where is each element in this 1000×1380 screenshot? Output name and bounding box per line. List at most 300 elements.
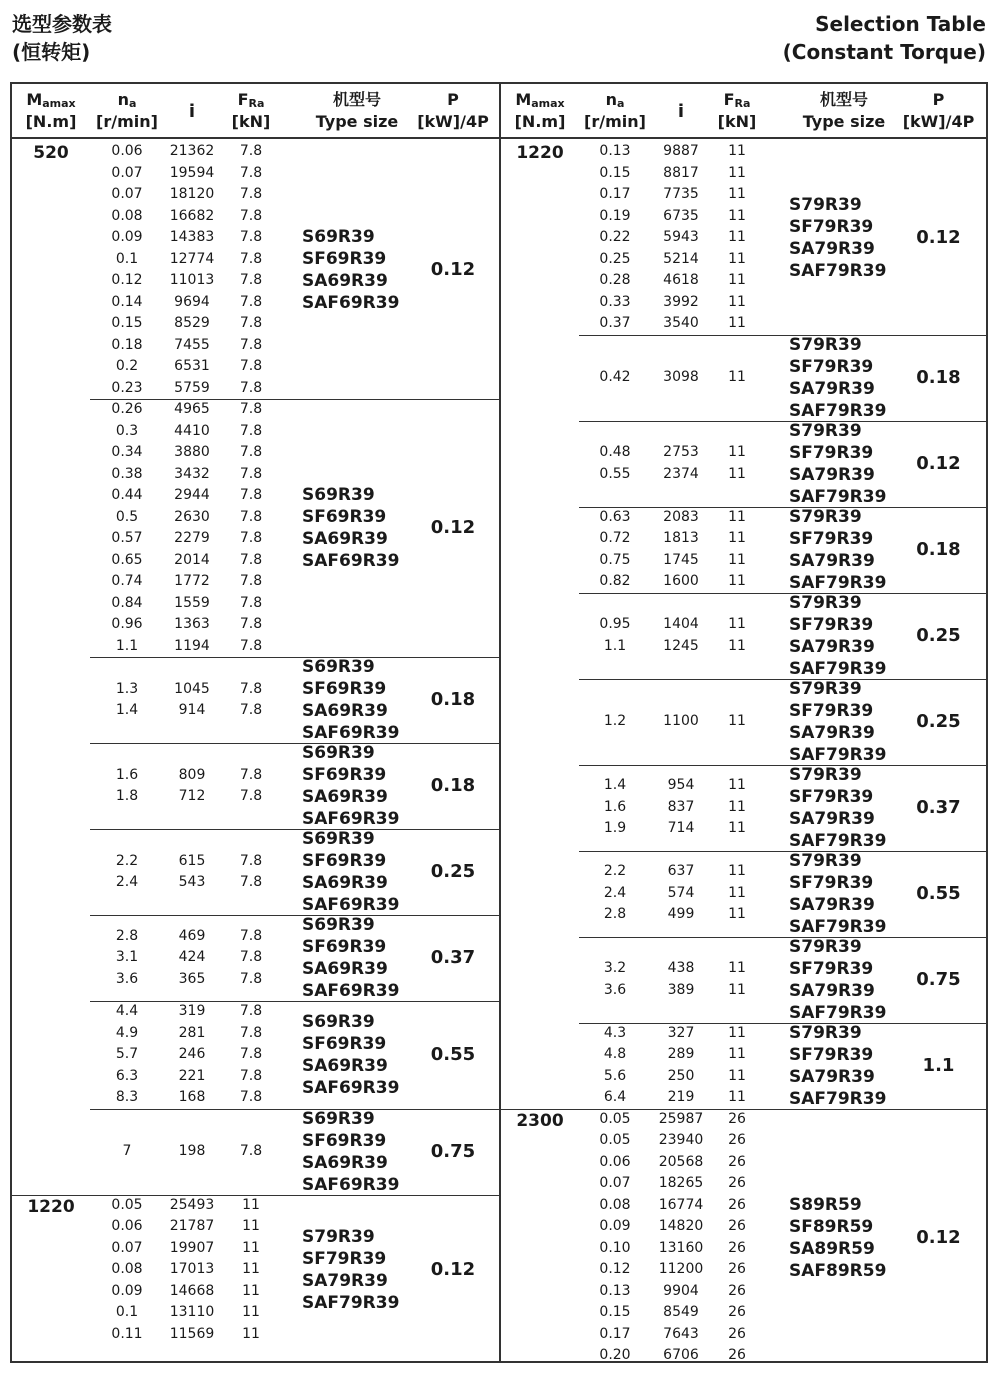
type-size-item: SAF79R39 xyxy=(789,260,887,281)
type-size-item: SF69R39 xyxy=(302,765,387,785)
cell-n: 4.9 xyxy=(115,1024,139,1041)
type-size-list xyxy=(789,592,886,680)
cell-f: 7.8 xyxy=(239,164,263,181)
power-value: 0.25 xyxy=(916,624,961,646)
cell-f: 26 xyxy=(728,1304,746,1320)
cell-f: 11 xyxy=(728,530,746,546)
cell-n: 4.8 xyxy=(603,1046,627,1062)
title-cn-line2: (恒转矩) xyxy=(12,40,91,64)
cell-f: 11 xyxy=(728,1024,746,1041)
cell-n: 0.65 xyxy=(111,551,143,568)
type-size-list xyxy=(302,484,399,572)
cell-f: 11 xyxy=(728,884,746,901)
cell-i: 8817 xyxy=(663,164,699,181)
cell-i: 1745 xyxy=(663,551,699,568)
cell-n: 0.08 xyxy=(111,207,143,224)
cell-i: 365 xyxy=(178,970,206,987)
type-size-item: SA79R39 xyxy=(789,550,875,571)
cell-i: 198 xyxy=(178,1142,206,1159)
cell-f: 7.8 xyxy=(239,250,263,267)
cell-n: 1.6 xyxy=(115,766,139,783)
cell-f: 7.8 xyxy=(239,336,263,353)
header-type xyxy=(302,84,412,139)
torque-value: 2300 xyxy=(516,1110,564,1131)
cell-i: 19594 xyxy=(169,164,215,181)
cell-n: 0.19 xyxy=(599,207,631,224)
type-size-item: S89R59 xyxy=(789,1194,862,1215)
cell-n: 0.17 xyxy=(599,186,631,202)
cell-n: 0.74 xyxy=(111,573,143,589)
cell-i: 424 xyxy=(178,949,206,966)
type-size-item: SF69R39 xyxy=(302,1130,387,1151)
type-size-item: SF79R39 xyxy=(789,528,874,549)
cell-n: 0.06 xyxy=(111,1218,143,1234)
type-size-item: SA79R39 xyxy=(302,1270,388,1291)
cell-n: 1.4 xyxy=(115,702,139,718)
cell-n: 0.20 xyxy=(599,1347,631,1363)
type-size-list xyxy=(789,334,886,422)
cell-i: 1404 xyxy=(663,616,699,632)
type-size-item: S79R39 xyxy=(302,1226,375,1247)
type-size-item: S69R39 xyxy=(302,227,375,247)
cell-n: 0.3 xyxy=(115,422,139,439)
cell-i: 6706 xyxy=(663,1347,699,1363)
cell-f: 7.8 xyxy=(239,272,263,288)
cell-i: 25493 xyxy=(169,1196,215,1213)
cell-n: 0.23 xyxy=(111,379,143,396)
power-value: 0.12 xyxy=(916,452,961,474)
header-p-unit: [kW]/4P xyxy=(902,112,975,131)
header-n-symbol xyxy=(90,89,164,111)
cell-f: 11 xyxy=(728,637,746,654)
cell-n: 0.1 xyxy=(115,1304,139,1320)
cell-f: 7.8 xyxy=(239,465,263,482)
header-m-subscript: amax xyxy=(42,97,76,110)
cell-f: 26 xyxy=(728,1175,746,1191)
cell-f: 11 xyxy=(728,315,746,331)
cell-i: 16682 xyxy=(169,207,215,224)
type-size-item: SAF89R59 xyxy=(789,1260,887,1281)
type-size-item: SA79R39 xyxy=(789,894,875,915)
cell-n: 8.3 xyxy=(115,1089,139,1105)
cell-f: 11 xyxy=(728,551,746,568)
cell-n: 5.6 xyxy=(603,1067,627,1084)
header-f xyxy=(711,84,763,139)
group-separator xyxy=(90,743,499,744)
group-separator xyxy=(579,679,986,680)
cell-i: 637 xyxy=(667,863,695,880)
cell-i: 7643 xyxy=(663,1325,699,1342)
cell-n: 0.15 xyxy=(599,164,631,181)
type-size-item: S79R39 xyxy=(789,592,862,613)
type-size-item: SF69R39 xyxy=(302,1033,387,1054)
type-size-list xyxy=(302,1108,399,1196)
type-size-item: S79R39 xyxy=(789,420,862,441)
cell-n: 0.09 xyxy=(599,1218,631,1234)
cell-f: 26 xyxy=(728,1132,746,1148)
type-size-list xyxy=(789,420,886,508)
cell-i: 2279 xyxy=(174,530,210,546)
cell-f: 7.8 xyxy=(239,1046,263,1062)
power-value: 0.12 xyxy=(430,1258,476,1280)
type-size-item: SA79R39 xyxy=(789,464,875,485)
type-size-item: SAF79R39 xyxy=(789,830,887,851)
cell-i: 7735 xyxy=(663,186,699,202)
type-size-item: SAF79R39 xyxy=(302,1292,400,1313)
cell-n: 0.06 xyxy=(599,1153,631,1170)
header-n-subscript: a xyxy=(616,97,625,110)
cell-f: 11 xyxy=(728,798,746,815)
group-separator xyxy=(90,829,499,830)
cell-f: 7.8 xyxy=(239,949,263,966)
type-size-list xyxy=(789,764,886,852)
power-value: 0.55 xyxy=(430,1043,476,1065)
type-size-item: SAF69R39 xyxy=(302,809,400,829)
header-f-letter: F xyxy=(723,90,735,109)
header-f-symbol xyxy=(222,89,280,111)
header-p-unit: [kW]/4P xyxy=(417,112,489,131)
cell-f: 11 xyxy=(728,272,746,288)
cell-n: 0.75 xyxy=(599,551,631,568)
header-n-subscript: a xyxy=(128,97,137,110)
header-m xyxy=(12,84,90,139)
power-value: 0.18 xyxy=(916,538,961,560)
cell-n: 0.18 xyxy=(111,336,143,353)
type-size-item: S69R39 xyxy=(302,829,375,849)
cell-n: 1.1 xyxy=(603,637,627,654)
cell-i: 389 xyxy=(667,981,695,998)
cell-i: 21362 xyxy=(169,143,215,159)
power-value: 0.12 xyxy=(916,1226,961,1248)
cell-n: 1.1 xyxy=(115,637,139,654)
cell-i: 11569 xyxy=(169,1325,215,1342)
cell-i: 469 xyxy=(178,927,206,944)
cell-i: 1363 xyxy=(174,616,210,632)
type-size-item: SA69R39 xyxy=(302,1152,388,1173)
cell-f: 26 xyxy=(728,1347,746,1363)
cell-n: 0.06 xyxy=(111,143,143,159)
cell-n: 0.07 xyxy=(111,186,143,202)
cell-n: 0.15 xyxy=(111,315,143,331)
cell-n: 0.09 xyxy=(111,229,143,245)
type-size-item: SAF79R39 xyxy=(789,658,887,679)
cell-n: 3.2 xyxy=(603,960,627,976)
type-size-item: SAF79R39 xyxy=(789,572,887,593)
cell-n: 0.72 xyxy=(599,530,631,546)
cell-n: 1.6 xyxy=(603,798,627,815)
cell-f: 7.8 xyxy=(239,530,263,546)
header-i-label: i xyxy=(677,101,685,122)
type-size-item: S79R39 xyxy=(789,194,862,215)
power-value: 1.1 xyxy=(922,1054,955,1076)
cell-f: 11 xyxy=(728,906,746,923)
header-m-letter: M xyxy=(515,90,532,109)
header-type-cn: 机型号 xyxy=(332,90,381,109)
cell-n: 0.42 xyxy=(599,368,631,385)
type-size-item: SA69R39 xyxy=(302,1055,388,1076)
cell-n: 0.44 xyxy=(111,487,143,503)
type-size-item: SF79R39 xyxy=(789,872,874,893)
cell-i: 4410 xyxy=(174,422,210,439)
cell-n: 0.13 xyxy=(599,1282,631,1299)
type-size-item: SF89R59 xyxy=(789,1216,874,1237)
type-size-item: S69R39 xyxy=(302,657,375,677)
type-size-item: SA69R39 xyxy=(302,959,388,979)
cell-n: 0.08 xyxy=(599,1196,631,1213)
header-p-label: P xyxy=(932,90,945,109)
cell-f: 11 xyxy=(728,1089,746,1105)
cell-i: 954 xyxy=(667,777,695,794)
cell-n: 6.4 xyxy=(603,1089,627,1105)
cell-i: 9887 xyxy=(663,143,699,159)
cell-f: 11 xyxy=(728,573,746,589)
cell-i: 6531 xyxy=(174,358,210,374)
table-header xyxy=(501,84,986,139)
cell-i: 14820 xyxy=(658,1218,704,1234)
cell-f: 11 xyxy=(242,1218,260,1234)
type-size-item: SA89R59 xyxy=(789,1238,875,1259)
cell-n: 0.15 xyxy=(599,1304,631,1320)
cell-f: 11 xyxy=(728,293,746,310)
cell-i: 319 xyxy=(178,1003,206,1019)
cell-n: 2.8 xyxy=(115,927,139,944)
type-size-item: SA79R39 xyxy=(789,636,875,657)
cell-f: 7.8 xyxy=(239,637,263,654)
cell-i: 281 xyxy=(178,1024,206,1041)
cell-i: 5214 xyxy=(663,250,699,267)
cell-i: 17013 xyxy=(169,1261,215,1277)
type-size-item: SF79R39 xyxy=(789,356,874,377)
type-size-item: S69R39 xyxy=(302,915,375,935)
header-n xyxy=(90,84,164,139)
type-size-list xyxy=(789,506,886,594)
cell-n: 1.4 xyxy=(603,777,627,794)
cell-i: 7455 xyxy=(174,336,210,353)
cell-f: 7.8 xyxy=(239,487,263,503)
type-size-item: SA79R39 xyxy=(789,722,875,743)
power-value: 0.12 xyxy=(916,226,961,248)
cell-i: 1813 xyxy=(663,530,699,546)
cell-i: 615 xyxy=(178,852,206,869)
cell-f: 7.8 xyxy=(239,143,263,159)
type-size-list xyxy=(789,678,886,766)
cell-n: 5.7 xyxy=(115,1046,139,1062)
header-m-symbol xyxy=(12,89,90,111)
type-size-item: S79R39 xyxy=(789,334,862,355)
cell-n: 4.3 xyxy=(603,1024,627,1041)
type-size-list xyxy=(302,914,399,1002)
cell-i: 2753 xyxy=(663,444,699,460)
cell-f: 7.8 xyxy=(239,358,263,374)
cell-f: 7.8 xyxy=(239,573,263,589)
cell-i: 1600 xyxy=(663,573,699,589)
cell-n: 1.9 xyxy=(603,820,627,837)
group-separator xyxy=(90,915,499,916)
type-size-item: SA79R39 xyxy=(789,808,875,829)
type-size-item: SAF79R39 xyxy=(789,916,887,937)
type-size-list xyxy=(789,194,886,282)
type-size-item: S79R39 xyxy=(789,506,862,527)
group-separator xyxy=(579,335,986,336)
cell-n: 3.6 xyxy=(603,981,627,998)
type-size-list xyxy=(302,226,399,314)
cell-f: 11 xyxy=(728,444,746,460)
cell-i: 712 xyxy=(178,788,206,804)
header-m-letter: M xyxy=(26,90,43,109)
cell-f: 7.8 xyxy=(239,874,263,890)
header-p-label: P xyxy=(447,90,459,109)
type-size-list xyxy=(789,1022,886,1110)
type-size-item: SA69R39 xyxy=(302,787,388,807)
cell-f: 26 xyxy=(728,1218,746,1234)
cell-i: 221 xyxy=(178,1067,206,1084)
cell-i: 8549 xyxy=(663,1304,699,1320)
type-size-list xyxy=(302,1011,399,1099)
cell-i: 3992 xyxy=(663,293,699,310)
header-n-letter: n xyxy=(117,90,129,109)
cell-i: 12774 xyxy=(169,250,215,267)
cell-n: 4.4 xyxy=(115,1003,139,1019)
cell-n: 0.38 xyxy=(111,465,143,482)
cell-f: 26 xyxy=(728,1110,746,1127)
cell-f: 11 xyxy=(242,1239,260,1256)
cell-f: 7.8 xyxy=(239,616,263,632)
cell-n: 0.84 xyxy=(111,594,143,611)
group-separator xyxy=(579,593,986,594)
cell-n: 0.33 xyxy=(599,293,631,310)
power-value: 0.12 xyxy=(430,259,476,280)
cell-i: 438 xyxy=(667,960,695,976)
cell-f: 11 xyxy=(242,1282,260,1299)
cell-n: 0.5 xyxy=(115,508,139,525)
cell-n: 0.95 xyxy=(599,616,631,632)
cell-i: 499 xyxy=(667,906,695,923)
power-value: 0.18 xyxy=(916,366,961,388)
cell-i: 1559 xyxy=(174,594,210,611)
type-size-item: SA69R39 xyxy=(302,873,388,893)
title-en-line1: Selection Table xyxy=(815,12,986,36)
header-i xyxy=(651,84,711,139)
cell-i: 8529 xyxy=(174,315,210,331)
cell-f: 11 xyxy=(728,465,746,482)
cell-f: 11 xyxy=(728,863,746,880)
type-size-item: SAF69R39 xyxy=(302,981,400,1001)
cell-n: 0.22 xyxy=(599,229,631,245)
cell-i: 3098 xyxy=(663,368,699,385)
header-i-label: i xyxy=(188,101,196,122)
header-m-subscript: amax xyxy=(531,97,565,110)
cell-f: 7.8 xyxy=(239,702,263,718)
torque-value: 1220 xyxy=(27,1196,75,1217)
cell-i: 809 xyxy=(178,766,206,783)
cell-i: 23940 xyxy=(658,1132,704,1148)
type-size-item: SAF69R39 xyxy=(302,1174,400,1195)
cell-f: 7.8 xyxy=(239,1003,263,1019)
cell-f: 26 xyxy=(728,1196,746,1213)
type-size-item: SAF69R39 xyxy=(302,293,400,313)
cell-i: 21787 xyxy=(169,1218,215,1234)
title-chinese xyxy=(12,10,112,66)
cell-f: 11 xyxy=(728,229,746,245)
title-cn-line1: 选型参数表 xyxy=(12,12,112,36)
type-size-item: S79R39 xyxy=(789,1022,862,1043)
cell-i: 19907 xyxy=(169,1239,215,1256)
group-separator xyxy=(579,937,986,938)
title-english xyxy=(783,10,986,66)
cell-n: 0.17 xyxy=(599,1325,631,1342)
power-value: 0.75 xyxy=(430,1140,476,1162)
cell-n: 0.48 xyxy=(599,444,631,460)
cell-i: 14383 xyxy=(169,229,215,245)
torque-value: 1220 xyxy=(516,143,564,163)
power-value: 0.37 xyxy=(430,947,476,968)
group-separator xyxy=(579,421,986,422)
header-n-unit: [r/min] xyxy=(584,112,646,131)
cell-f: 7.8 xyxy=(239,788,263,804)
cell-n: 0.05 xyxy=(599,1110,631,1127)
cell-i: 5759 xyxy=(174,379,210,396)
cell-f: 7.8 xyxy=(239,594,263,611)
cell-f: 7.8 xyxy=(239,852,263,869)
header-f-unit: [kN] xyxy=(717,112,757,131)
type-size-item: SA79R39 xyxy=(789,238,875,259)
type-size-item: SA79R39 xyxy=(789,980,875,1001)
cell-i: 289 xyxy=(667,1046,695,1062)
type-size-item: SF79R39 xyxy=(789,614,874,635)
type-size-item: SAF79R39 xyxy=(789,1002,887,1023)
type-size-item: SAF69R39 xyxy=(302,723,400,743)
cell-i: 13110 xyxy=(169,1304,215,1320)
cell-i: 574 xyxy=(667,884,695,901)
cell-f: 7.8 xyxy=(239,1142,263,1159)
header-type xyxy=(789,84,899,139)
type-size-list xyxy=(302,1226,399,1314)
cell-i: 14668 xyxy=(169,1282,215,1299)
cell-f: 11 xyxy=(728,981,746,998)
cell-f: 7.8 xyxy=(239,401,263,417)
type-size-list xyxy=(302,742,399,830)
cell-f: 11 xyxy=(728,164,746,181)
cell-n: 0.2 xyxy=(115,358,139,374)
cell-f: 7.8 xyxy=(239,379,263,396)
type-size-item: SF69R39 xyxy=(302,851,387,871)
type-size-item: SF79R39 xyxy=(789,786,874,807)
group-separator xyxy=(90,657,499,658)
cell-i: 327 xyxy=(667,1024,695,1041)
cell-f: 7.8 xyxy=(239,229,263,245)
power-value: 0.75 xyxy=(916,968,961,990)
cell-n: 0.25 xyxy=(599,250,631,267)
cell-f: 7.8 xyxy=(239,444,263,460)
type-size-list xyxy=(789,850,886,938)
cell-i: 543 xyxy=(178,874,206,890)
type-size-item: SAF79R39 xyxy=(789,486,887,507)
power-value: 0.25 xyxy=(916,710,961,732)
header-n xyxy=(579,84,651,139)
cell-n: 0.07 xyxy=(111,1239,143,1256)
power-value: 0.37 xyxy=(916,796,961,818)
group-separator xyxy=(579,765,986,766)
type-size-item: S79R39 xyxy=(789,850,862,871)
cell-n: 0.07 xyxy=(599,1175,631,1191)
cell-i: 6735 xyxy=(663,207,699,224)
cell-n: 0.12 xyxy=(599,1261,631,1277)
cell-n: 0.07 xyxy=(111,164,143,181)
header-p xyxy=(891,84,986,139)
cell-n: 0.28 xyxy=(599,272,631,288)
cell-n: 0.26 xyxy=(111,401,143,417)
header-n-letter: n xyxy=(605,90,617,109)
